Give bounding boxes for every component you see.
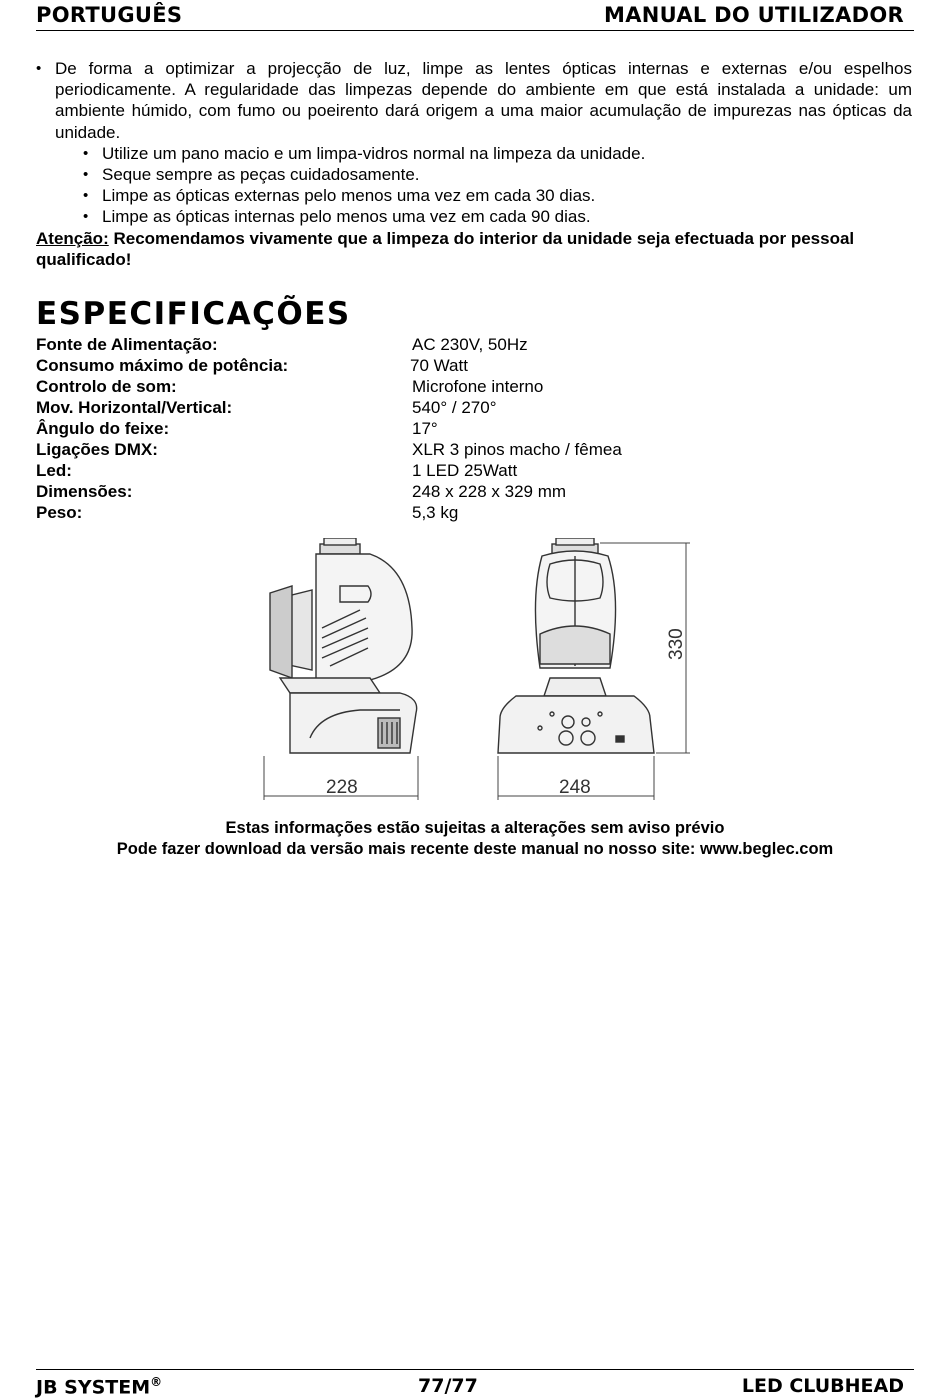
spec-label: Led: bbox=[36, 461, 72, 480]
spec-value: XLR 3 pinos macho / fêmea bbox=[412, 440, 622, 459]
spec-row bbox=[36, 460, 736, 481]
specs-title: ESPECIFICAÇÕES bbox=[36, 296, 351, 332]
header-language: PORTUGUÊS bbox=[36, 3, 183, 27]
spec-row bbox=[36, 355, 736, 376]
spec-value: Microfone interno bbox=[412, 377, 544, 396]
spec-row bbox=[36, 376, 736, 397]
cleaning-sub-bullet: • Utilize um pano macio e um limpa-vidros normal na limpeza da unidade. bbox=[36, 143, 912, 164]
cleaning-section bbox=[36, 58, 912, 270]
spec-value: 17° bbox=[412, 419, 438, 438]
spec-row bbox=[36, 334, 736, 355]
spec-label: Ligações DMX: bbox=[36, 440, 158, 459]
notice-line-1: Estas informações estão sujeitas a alterações sem aviso prévio bbox=[225, 819, 725, 837]
attention-text: Recomendamos vivamente que a limpeza do interior da unidade seja efectuada por pessoal qualificado! bbox=[36, 228, 855, 269]
spec-value: 1 LED 25Watt bbox=[412, 461, 518, 480]
spec-label: Peso: bbox=[36, 503, 83, 522]
cleaning-sub-bullet: • Limpe as ópticas internas pelo menos uma vez em cada 90 dias. bbox=[36, 206, 912, 227]
spec-row bbox=[36, 502, 736, 523]
height-label: 330 bbox=[666, 628, 687, 660]
spec-row bbox=[36, 397, 736, 418]
spec-value: 70 Watt bbox=[410, 356, 468, 375]
cleaning-sub-bullet: • Seque sempre as peças cuidadosamente. bbox=[36, 164, 912, 185]
attention-note bbox=[36, 228, 912, 270]
dimension-drawing bbox=[250, 538, 700, 803]
footer-brand bbox=[36, 1375, 162, 1398]
spec-label: Dimensões: bbox=[36, 482, 133, 501]
spec-row bbox=[36, 481, 736, 502]
spec-label: Controlo de som: bbox=[36, 377, 177, 396]
cleaning-main-bullet: • De forma a optimizar a projecção de luz, limpe as lentes ópticas internas e externas e/ou espelhos periodicamente. A regularidade das limpezas depende do ambiente em que está instalada a unidade: um ambiente húmido, com fumo ou poeirento dará origem a uma maior acumulação de impurezas nas ópticas da unidade. bbox=[36, 58, 912, 143]
notice-line-2: Pode fazer download da versão mais recente deste manual no nosso site: www.beglec.com bbox=[116, 840, 834, 858]
spec-value: 248 x 228 x 329 mm bbox=[412, 482, 567, 501]
spec-label: Fonte de Alimentação: bbox=[36, 335, 218, 354]
page-footer bbox=[36, 1369, 914, 1398]
page-header bbox=[36, 2, 914, 31]
spec-row bbox=[36, 439, 736, 460]
side-width-label: 228 bbox=[326, 777, 358, 798]
attention-label: Atenção: bbox=[36, 228, 109, 248]
front-view-drawing bbox=[498, 538, 654, 753]
spec-label: Ângulo do feixe: bbox=[36, 419, 170, 438]
footer-brand-name: JB SYSTEM bbox=[36, 1376, 151, 1398]
spec-label: Mov. Horizontal/Vertical: bbox=[36, 398, 233, 417]
footer-product: LED CLUBHEAD bbox=[741, 1375, 904, 1397]
spec-row bbox=[36, 418, 736, 439]
page-number: 77/77 bbox=[418, 1375, 478, 1397]
cleaning-sub-bullet: • Limpe as ópticas externas pelo menos uma vez em cada 30 dias. bbox=[36, 185, 912, 206]
side-view-drawing bbox=[270, 538, 417, 753]
front-width-label: 248 bbox=[559, 777, 591, 798]
notice bbox=[0, 818, 950, 860]
registered-mark: ® bbox=[150, 1375, 163, 1389]
spec-value: 540° / 270° bbox=[412, 398, 497, 417]
spec-value: AC 230V, 50Hz bbox=[412, 335, 528, 354]
header-manual-title: MANUAL DO UTILIZADOR bbox=[604, 3, 904, 27]
spec-label: Consumo máximo de potência: bbox=[36, 356, 289, 375]
spec-value: 5,3 kg bbox=[412, 503, 459, 522]
specs-table bbox=[36, 334, 736, 523]
